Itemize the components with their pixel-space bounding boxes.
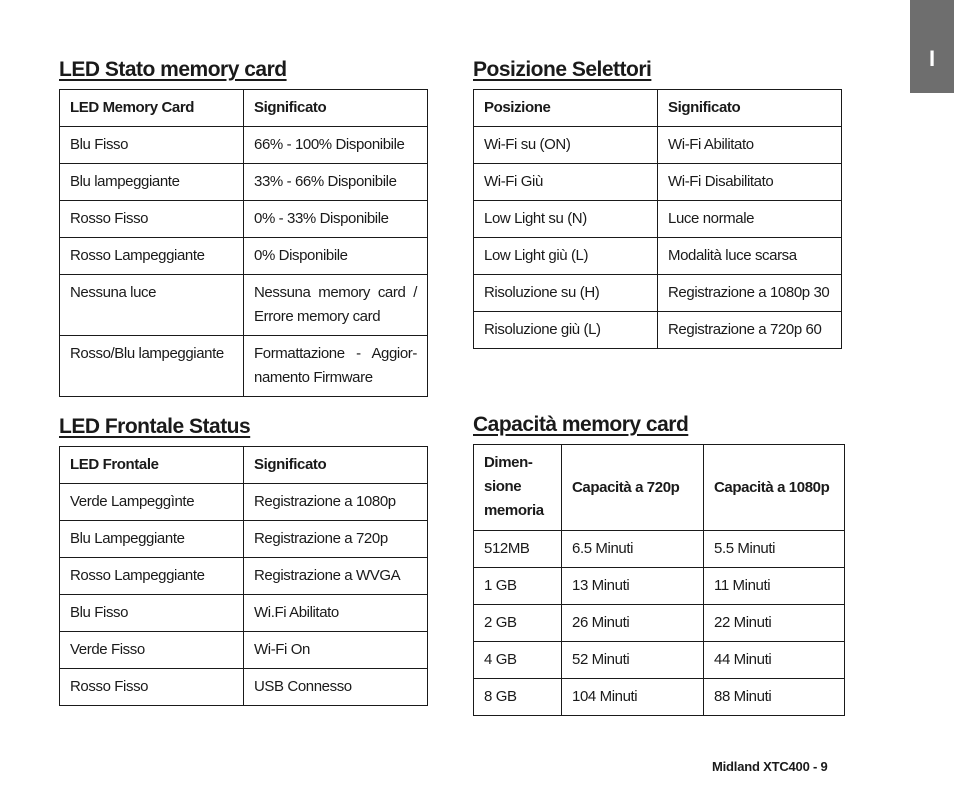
table-row [60, 336, 428, 397]
table-cell: 52 Minuti [562, 642, 704, 679]
table-row [60, 558, 428, 595]
table-row [474, 679, 845, 716]
led-frontale-table [59, 446, 428, 706]
section-title: Posizione Selettori [473, 58, 652, 81]
table-cell: 33% - 66% Disponibile [244, 164, 428, 201]
table-cell: Modalità luce scarsa [658, 238, 842, 275]
table-row [60, 484, 428, 521]
table-row [474, 642, 845, 679]
table-cell: Blu lampeggiante [60, 164, 244, 201]
column-header: Significato [244, 447, 428, 484]
table-row [60, 201, 428, 238]
table-cell: Nessuna memory card / Errore memory card [244, 275, 428, 336]
table-cell: Wi.Fi Abilitato [244, 595, 428, 632]
led-stato-table [59, 89, 428, 397]
section-posizione-selettori [473, 57, 842, 349]
section-led-frontale [59, 414, 428, 706]
language-tab: I [910, 0, 954, 93]
table-cell: Blu Fisso [60, 127, 244, 164]
column-header: Dimen-sione memoria [474, 445, 562, 531]
table-row [474, 275, 842, 312]
table-cell: 4 GB [474, 642, 562, 679]
table-cell: Wi-Fi Disabilitato [658, 164, 842, 201]
column-header: Capacità a 1080p [704, 445, 845, 531]
table-row [474, 201, 842, 238]
table-cell: Wi-Fi On [244, 632, 428, 669]
table-cell: Wi-Fi su (ON) [474, 127, 658, 164]
table-cell: Registrazione a 720p 60 [658, 312, 842, 349]
section-capacita [473, 412, 845, 716]
table-header-row [60, 447, 428, 484]
section-title: LED Frontale Status [59, 415, 251, 438]
table-cell: Wi-Fi Giù [474, 164, 658, 201]
table-cell: Registrazione a WVGA [244, 558, 428, 595]
page-footer: Midland XTC400 - 9 [712, 759, 828, 774]
table-cell: Blu Fisso [60, 595, 244, 632]
table-cell: Registrazione a 1080p [244, 484, 428, 521]
table-cell: Rosso Lampeggiante [60, 558, 244, 595]
table-cell: 88 Minuti [704, 679, 845, 716]
column-header: LED Memory Card [60, 90, 244, 127]
table-cell: Formattazione - Aggior-namento Firmware [244, 336, 428, 397]
section-title: Capacità memory card [473, 413, 689, 436]
posizione-selettori-table [473, 89, 842, 349]
table-cell: Risoluzione giù (L) [474, 312, 658, 349]
table-cell: Low Light su (N) [474, 201, 658, 238]
table-cell: 5.5 Minuti [704, 531, 845, 568]
table-cell: Wi-Fi Abilitato [658, 127, 842, 164]
table-cell: 13 Minuti [562, 568, 704, 605]
table-row [474, 605, 845, 642]
table-cell: Rosso Lampeggiante [60, 238, 244, 275]
table-cell: 11 Minuti [704, 568, 845, 605]
table-cell: 6.5 Minuti [562, 531, 704, 568]
table-row [474, 531, 845, 568]
table-row [60, 595, 428, 632]
table-cell: 0% Disponibile [244, 238, 428, 275]
column-header: Capacità a 720p [562, 445, 704, 531]
table-row [60, 164, 428, 201]
table-cell: Rosso/Blu lampeggiante [60, 336, 244, 397]
table-cell: 2 GB [474, 605, 562, 642]
table-cell: Rosso Fisso [60, 201, 244, 238]
table-cell: 104 Minuti [562, 679, 704, 716]
column-header: LED Frontale [60, 447, 244, 484]
table-cell: Low Light giù (L) [474, 238, 658, 275]
table-row [60, 521, 428, 558]
table-cell: USB Connesso [244, 669, 428, 706]
table-row [60, 238, 428, 275]
table-row [474, 127, 842, 164]
table-row [474, 312, 842, 349]
table-row [474, 238, 842, 275]
capacita-table [473, 444, 845, 716]
table-cell: 512MB [474, 531, 562, 568]
table-cell: 22 Minuti [704, 605, 845, 642]
column-header: Significato [658, 90, 842, 127]
table-cell: Verde Lampeggìnte [60, 484, 244, 521]
column-header: Significato [244, 90, 428, 127]
table-row [60, 632, 428, 669]
table-row [60, 275, 428, 336]
table-cell: 1 GB [474, 568, 562, 605]
table-cell: Nessuna luce [60, 275, 244, 336]
table-cell: Blu Lampeggiante [60, 521, 244, 558]
table-row [60, 669, 428, 706]
table-row [60, 127, 428, 164]
table-header-row [474, 90, 842, 127]
table-row [474, 164, 842, 201]
table-cell: Rosso Fisso [60, 669, 244, 706]
table-cell: 8 GB [474, 679, 562, 716]
table-cell: 26 Minuti [562, 605, 704, 642]
column-header: Posizione [474, 90, 658, 127]
section-led-stato [59, 57, 428, 397]
table-cell: Registrazione a 720p [244, 521, 428, 558]
table-cell: Registrazione a 1080p 30 [658, 275, 842, 312]
table-cell: 44 Minuti [704, 642, 845, 679]
table-cell: 0% - 33% Disponibile [244, 201, 428, 238]
table-row [474, 568, 845, 605]
table-cell: Risoluzione su (H) [474, 275, 658, 312]
table-header-row [474, 445, 845, 531]
table-header-row [60, 90, 428, 127]
table-cell: 66% - 100% Disponibile [244, 127, 428, 164]
table-cell: Luce normale [658, 201, 842, 238]
table-cell: Verde Fisso [60, 632, 244, 669]
section-title: LED Stato memory card [59, 58, 287, 81]
